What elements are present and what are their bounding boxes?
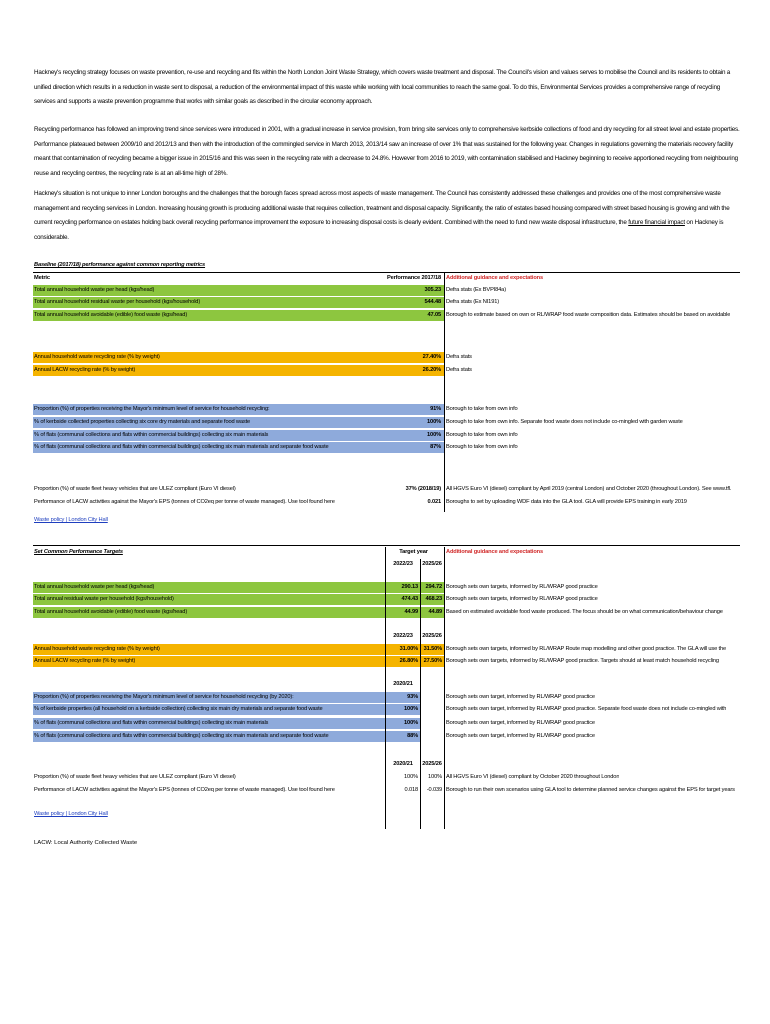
target-metric-cell: % of kerbside properties (all household on a kerbside collection) collecting six main dry materials and separate food waste bbox=[33, 704, 386, 715]
metric-cell: Total annual household waste per head (kgs/head) bbox=[33, 285, 386, 296]
target-row bbox=[33, 718, 595, 729]
target-guidance-cell: Borough sets own targets, informed by RL/WRAP good practice. Targets should at least match household recycling bbox=[446, 658, 719, 664]
baseline-row bbox=[33, 297, 499, 308]
metric-cell: Proportion (%) of waste fleet heavy vehicles that are ULEZ compliant (Euro VI diesel) bbox=[34, 486, 236, 492]
target-value-a: 474.43 bbox=[386, 594, 420, 605]
performance-value: 87% bbox=[386, 442, 444, 453]
targets-link-row bbox=[33, 809, 386, 820]
baseline-row bbox=[33, 352, 472, 363]
target-row bbox=[33, 594, 598, 605]
target-value-b: 44.89 bbox=[420, 607, 444, 618]
baseline-link-row bbox=[33, 515, 386, 526]
target-value-b-empty bbox=[420, 704, 444, 715]
target-guidance-cell: Borough sets own target, informed by RL/WRAP good practice bbox=[446, 720, 595, 726]
target-guidance-cell: Borough sets own targets, informed by RL/WRAP Route map modelling and other good practice. The GLA will use the bbox=[446, 646, 726, 652]
target-year-header: Target year bbox=[399, 549, 428, 555]
baseline-row bbox=[33, 497, 687, 508]
target-metric-cell: Total annual residual waste per household (kgs/household) bbox=[33, 594, 386, 605]
target-value-a: 44.99 bbox=[386, 607, 420, 618]
target-metric-cell: Annual LACW recycling rate (% by weight) bbox=[33, 656, 386, 667]
performance-value: 544.48 bbox=[386, 297, 444, 308]
target-row bbox=[33, 644, 726, 655]
target-metric-cell: Performance of LACW activities against the Mayor's EPS (tonnes of CO2eq per tonne of waste managed). Use tool found here bbox=[34, 787, 335, 793]
performance-value: 0.021 bbox=[427, 499, 441, 505]
target-value-a: 100% bbox=[404, 774, 418, 780]
footnote: LACW: Local Authority Collected Waste bbox=[34, 840, 138, 846]
guidance-cell: Borough to take from own info. Separate food waste does not include co-mingled with garden waste bbox=[446, 419, 683, 425]
target-metric-cell: Total annual household waste per head (kgs/head) bbox=[33, 582, 386, 593]
waste-policy-link[interactable]: Waste policy | London City Hall bbox=[34, 517, 108, 523]
baseline-top-border bbox=[33, 272, 740, 273]
target-guidance-cell: Borough to run their own scenarios using GLA tool to determine planned service changes against the EPS for target years bbox=[446, 787, 735, 793]
target-metric-cell: Proportion (%) of waste fleet heavy vehicles that are ULEZ compliant (Euro VI diesel) bbox=[34, 774, 236, 780]
guidance-header: Additional guidance and expectations bbox=[446, 275, 543, 281]
targets-title-row bbox=[33, 547, 543, 558]
target-value-a: 31.00% bbox=[386, 644, 420, 655]
target-value-a: 0.018 bbox=[404, 787, 418, 793]
baseline-col-line bbox=[444, 272, 445, 512]
year-2022-23: 2022/23 bbox=[393, 561, 413, 567]
year-2025-26-b: 2025/26 bbox=[422, 633, 442, 639]
metric-cell: % of flats (communal collections and flats within commercial buildings) collecting six main materials and separate food waste bbox=[33, 442, 386, 453]
baseline-header-row bbox=[33, 273, 543, 284]
target-value-a: 290.13 bbox=[386, 582, 420, 593]
target-row bbox=[33, 656, 719, 667]
guidance-cell: Defra stats (Ex NI191) bbox=[446, 299, 499, 305]
target-row bbox=[33, 785, 735, 796]
metric-cell: % of kerbside collected properties collecting six core dry materials and separate food waste bbox=[33, 417, 386, 428]
intro-paragraph-3-text-b: on Hackney is considerable. bbox=[34, 219, 724, 241]
targets-top-border bbox=[33, 545, 740, 546]
guidance-cell: Borough to take from own info bbox=[446, 406, 518, 412]
metric-cell: Total annual household avoidable (edible) food waste (kgs/head) bbox=[33, 310, 386, 321]
target-value-b: 100% bbox=[428, 774, 442, 780]
baseline-row bbox=[33, 417, 683, 428]
target-metric-cell: Annual household waste recycling rate (% by weight) bbox=[33, 644, 386, 655]
intro-paragraph-3 bbox=[34, 187, 740, 245]
metric-cell: Annual household waste recycling rate (% by weight) bbox=[33, 352, 386, 363]
targets-title: Set Common Performance Targets bbox=[34, 549, 123, 555]
target-guidance-cell: Borough sets own targets, informed by RL/WRAP good practice bbox=[446, 596, 598, 602]
target-guidance-cell: All HGVS Euro VI (diesel) compliant by October 2020 throughout London bbox=[446, 774, 620, 780]
target-row bbox=[33, 582, 598, 593]
guidance-cell: Defra stats (Ex BVPI84a) bbox=[446, 287, 506, 293]
target-value-b: -0.039 bbox=[426, 787, 442, 793]
target-guidance-cell: Borough sets own target, informed by RL/WRAP good practice bbox=[446, 694, 595, 700]
performance-header: Performance 2017/18 bbox=[386, 275, 441, 281]
target-value-b-empty bbox=[420, 731, 444, 742]
performance-value: 47.05 bbox=[386, 310, 444, 321]
performance-value: 305.23 bbox=[386, 285, 444, 296]
metric-cell: Performance of LACW activities against the Mayor's EPS (tonnes of CO2eq per tonne of waste managed). Use tool found here bbox=[34, 499, 335, 505]
intro-paragraph-1: Hackney's recycling strategy focuses on waste prevention, re-use and recycling and fits within the North London Joint Waste Strategy, which covers waste treatment and disposal. The Council's vision and values serves to mobilise the Council and its residents to obtain a unified direction which results in a reduction in waste sent to disposal, a reduction of the environmental impact of this waste while working with local communities to reach the same goal. To do this, Environmental Services provides a comprehensive range of recycling services and supports a waste prevention programme that works with similar goals as described in the circular economy approach. bbox=[34, 69, 731, 105]
target-value-b-empty bbox=[420, 718, 444, 729]
target-row bbox=[33, 772, 619, 783]
targets-guidance-header: Additional guidance and expectations bbox=[446, 549, 543, 555]
year-2025-26-c: 2025/26 bbox=[422, 761, 442, 767]
target-row bbox=[33, 704, 726, 715]
guidance-cell: Borough to estimate based on own or RL/WRAP food waste composition data. Estimates should be based on avoidable bbox=[446, 312, 731, 318]
target-value-b: 468.23 bbox=[420, 594, 444, 605]
year-2025-26: 2025/26 bbox=[422, 561, 442, 567]
baseline-row bbox=[33, 310, 730, 321]
performance-value: 37% (2018/19) bbox=[405, 486, 441, 492]
target-value-a: 26.80% bbox=[386, 656, 420, 667]
year-2020-21-b: 2020/21 bbox=[393, 761, 413, 767]
performance-value: 91% bbox=[386, 404, 444, 415]
guidance-cell: All HGVS Euro VI (diesel) compliant by April 2019 (central London) and October 2020 (throughout London). See www.tfl. bbox=[446, 486, 732, 492]
year-header-row-2 bbox=[33, 631, 444, 642]
target-row bbox=[33, 731, 595, 742]
target-guidance-cell: Borough sets own target, informed by RL/WRAP good practice bbox=[446, 733, 595, 739]
target-value-b-empty bbox=[420, 692, 444, 703]
baseline-row bbox=[33, 484, 731, 495]
year-header-row-4 bbox=[33, 759, 444, 770]
year-header-row-3 bbox=[33, 679, 420, 690]
year-header-row-1 bbox=[33, 559, 444, 570]
target-row bbox=[33, 692, 595, 703]
guidance-cell: Boroughs to set by uploading WDF data into the GLA tool. GLA will provide EPS training in early 2019 bbox=[446, 499, 687, 505]
target-value-a: 100% bbox=[386, 704, 420, 715]
future-financial-impact-link[interactable]: future financial impact bbox=[628, 219, 685, 226]
metric-cell: % of flats (communal collections and flats within commercial buildings) collecting six main materials bbox=[33, 430, 386, 441]
target-value-b: 31.50% bbox=[420, 644, 444, 655]
target-guidance-cell: Borough sets own targets, informed by RL/WRAP good practice bbox=[446, 584, 598, 590]
baseline-title-row bbox=[33, 260, 386, 271]
performance-value: 27.40% bbox=[386, 352, 444, 363]
targets-col-line-2 bbox=[444, 547, 445, 829]
metric-cell: Total annual household residual waste per household (kgs/household) bbox=[33, 297, 386, 308]
metric-cell: Proportion (%) of properties receiving the Mayor's minimum level of service for household recycling: bbox=[33, 404, 386, 415]
guidance-cell: Defra stats bbox=[446, 367, 472, 373]
baseline-row bbox=[33, 285, 506, 296]
target-row bbox=[33, 607, 723, 618]
target-guidance-cell: Borough sets own target, informed by RL/WRAP good practice. Separate food waste does not include co-mingled with bbox=[446, 706, 727, 712]
guidance-cell: Borough to take from own info bbox=[446, 444, 518, 450]
guidance-cell: Defra stats bbox=[446, 354, 472, 360]
year-2020-21: 2020/21 bbox=[393, 681, 413, 687]
performance-value: 100% bbox=[386, 417, 444, 428]
waste-policy-link-2[interactable]: Waste policy | London City Hall bbox=[34, 811, 108, 817]
targets-col-line-3 bbox=[420, 559, 421, 829]
performance-value: 100% bbox=[386, 430, 444, 441]
baseline-row bbox=[33, 365, 472, 376]
target-value-b: 294.72 bbox=[420, 582, 444, 593]
targets-col-line-1 bbox=[385, 547, 386, 829]
intro-paragraph-3-text-a: Hackney's situation is not unique to inner London boroughs and the challenges that the borough faces spread across most aspects of waste management. The Council has consistently addressed these challenges and provides one of the most comprehensive waste management and recycling services in London. Increasing housing growth is producing additional waste that requires collection, treatment and disposal capacity. Significantly, the ratio of estates based housing compared with street based housing is growing and with the current recycling performance on estates holding back overall recycling performance improvement the exposure to increasing disposal costs is clearly evident. Combined with the need to fund new waste disposal infrastructure, the bbox=[34, 190, 730, 226]
target-metric-cell: % of flats (communal collections and flats within commercial buildings) collecting six main materials and separate food waste bbox=[33, 731, 386, 742]
target-guidance-cell: Based on estimated avoidable food waste produced. The focus should be on what communication/behaviour change bbox=[446, 609, 723, 615]
year-2022-23-b: 2022/23 bbox=[393, 633, 413, 639]
target-value-a: 100% bbox=[386, 718, 420, 729]
target-metric-cell: Proportion (%) of properties receiving the Mayor's minimum level of service for household recycling (by 2020): bbox=[33, 692, 386, 703]
intro-paragraph-2: Recycling performance has followed an improving trend since services were introduced in 2001, with a gradual increase in service provision, from bring site services only to comprehensive kerbside collections of food and dry recycling for all street level and estate properties. Performance plateaued between 2009/10 and 2012/13 and then with the introduction of the commingled service in March 2013, 2013/14 saw an increase of over 1% that was sustained for the following year. Changes in regulations governing the materials recovery facility meant that contamination of recycling became a bigger issue in 2015/16 and this was seen in the recycling rate with a decrease to 24.8%. However from 2016 to 2019, with contamination stabilised and Hackney beginning to receive apportioned recycling from neighbouring reuse and recycling centres, the recycling rate is at an all-time high of 28%. bbox=[34, 126, 740, 177]
metric-cell: Annual LACW recycling rate (% by weight) bbox=[33, 365, 386, 376]
performance-value: 26.20% bbox=[386, 365, 444, 376]
target-value-a: 88% bbox=[386, 731, 420, 742]
metric-header: Metric bbox=[34, 275, 50, 281]
target-value-a: 93% bbox=[386, 692, 420, 703]
baseline-title: Baseline (2017/18) performance against common reporting metrics bbox=[34, 262, 206, 268]
target-metric-cell: % of flats (communal collections and flats within commercial buildings) collecting six main materials bbox=[33, 718, 386, 729]
target-metric-cell: Total annual household avoidable (edible) food waste (kgs/head) bbox=[33, 607, 386, 618]
guidance-cell: Borough to take from own info bbox=[446, 432, 518, 438]
target-value-b: 27.50% bbox=[420, 656, 444, 667]
